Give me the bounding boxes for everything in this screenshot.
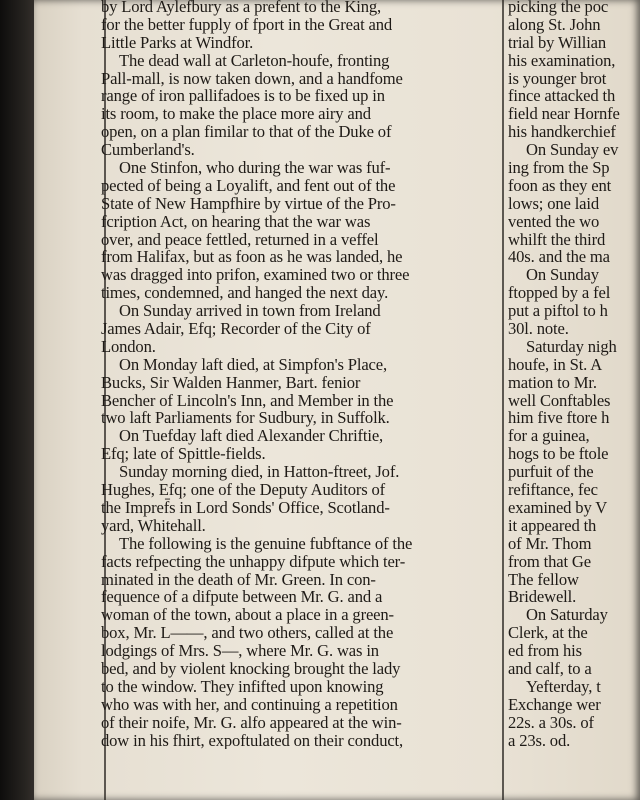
right-column-text-line: Yefterday, t bbox=[526, 676, 601, 696]
main-column-text-line: lodgings of Mrs. S—, where Mr. G. was in bbox=[101, 641, 379, 661]
right-column-text-line: On Sunday ev bbox=[526, 140, 619, 160]
right-column-text-line: him five ftore h bbox=[508, 408, 610, 428]
right-column-text-line: whilft the third bbox=[508, 229, 606, 249]
main-column-text-line: of their noife, Mr. G. alfo appeared at the win- bbox=[101, 712, 402, 732]
right-column-text-line: hogs to be ftole bbox=[508, 444, 609, 464]
right-column-text-line: purfuit of the bbox=[508, 462, 594, 482]
right-column-text-line: field near Hornfe bbox=[508, 104, 620, 124]
right-column-text-line: 30l. note. bbox=[508, 319, 569, 339]
right-column-text-line: ing from the Sp bbox=[508, 158, 610, 178]
main-column-text-line: Bencher of Lincoln's Inn, and Member in the bbox=[101, 390, 394, 410]
right-column-text-line: On Sunday bbox=[526, 265, 599, 285]
main-column-text-line: pected of being a Loyalift, and fent out of the bbox=[101, 175, 396, 195]
right-column-text-line: Saturday nigh bbox=[526, 336, 617, 356]
right-column-text-line: The fellow bbox=[508, 569, 579, 589]
main-column-text-line: The following is the genuine fubftance of the bbox=[119, 533, 413, 553]
right-column-text-line: ftopped by a fel bbox=[508, 283, 611, 303]
main-column-text-line: by Lord Aylefbury as a prefent to the King, bbox=[101, 0, 382, 16]
right-column-text-line: put a piftol to h bbox=[508, 301, 608, 321]
right-column-text-line: examined by V bbox=[508, 497, 608, 517]
main-column-text-line: Cumberland's. bbox=[101, 140, 195, 160]
right-column-text-line: picking the poc bbox=[508, 0, 609, 16]
main-column-text-line: for the better fupply of fport in the Great and bbox=[101, 14, 393, 34]
right-column-text-line: from that Ge bbox=[508, 551, 591, 571]
right-column-text-line: 40s. and the ma bbox=[508, 247, 610, 267]
main-column-text-line: dow in his fhirt, expoftulated on their conduct, bbox=[101, 730, 404, 750]
main-column-text-line: Pall-mall, is now taken down, and a handfome bbox=[101, 68, 403, 88]
right-column-text-line: ed from his bbox=[508, 641, 582, 661]
main-column-text-line: over, and peace fettled, returned in a veffel bbox=[101, 229, 379, 249]
main-column-text-line: open, on a plan fimilar to that of the Duke of bbox=[101, 122, 392, 142]
right-column-text-line: well Conftables bbox=[508, 390, 611, 410]
main-column-text-line: Bucks, Sir Walden Hanmer, Bart. fenior bbox=[101, 372, 361, 392]
right-column-text-line: and calf, to a bbox=[508, 658, 592, 678]
main-column-text-line: its room, to make the place more airy and bbox=[101, 104, 371, 124]
right-column-text-line: mation to Mr. bbox=[508, 372, 597, 392]
right-column-text-line: a 23s. od. bbox=[508, 730, 571, 750]
right-column-text-line: houfe, in St. A bbox=[508, 354, 603, 374]
main-column-text-line: One Stinfon, who during the war was fuf- bbox=[119, 158, 391, 178]
right-text-column bbox=[508, 0, 640, 749]
right-column-text-line: along St. John bbox=[508, 14, 601, 34]
main-column-text-line: James Adair, Efq; Recorder of the City of bbox=[101, 319, 371, 339]
right-column-text-line: for a guinea, bbox=[508, 426, 590, 446]
right-column-text-line: his handkerchief bbox=[508, 122, 616, 142]
main-column-text-line: was dragged into prifon, examined two or three bbox=[101, 265, 410, 285]
main-column-text-line: On Tuefday laft died Alexander Chriftie, bbox=[119, 426, 384, 446]
newspaper-page bbox=[34, 0, 640, 800]
main-column-text-line: State of New Hampfhire by virtue of the Pro- bbox=[101, 193, 396, 213]
main-column-text-line: to the window. They infifted upon knowing bbox=[101, 676, 384, 696]
right-column-text-line: Exchange wer bbox=[508, 694, 601, 714]
main-column-text-line: box, Mr. L——, and two others, called at the bbox=[101, 623, 394, 643]
main-column-text-line: Hughes, Efq; one of the Deputy Auditors of bbox=[101, 480, 386, 500]
right-column-text-line: Clerk, at the bbox=[508, 623, 588, 643]
right-column-text-line: refiftance, fec bbox=[508, 480, 598, 500]
right-column-text-line: On Saturday bbox=[526, 605, 608, 625]
main-column-text-line: fequence of a difpute between Mr. G. and a bbox=[101, 587, 383, 607]
main-column-text-line: fcription Act, on hearing that the war was bbox=[101, 211, 371, 231]
main-column-text-line: London. bbox=[101, 336, 156, 356]
main-column-text-line: On Sunday arrived in town from Ireland bbox=[119, 301, 381, 321]
right-column-text-line: his examination, bbox=[508, 50, 616, 70]
right-column-text-line: trial by Willian bbox=[508, 32, 607, 52]
main-column-text-line: yard, Whitehall. bbox=[101, 515, 206, 535]
main-column-text-line: facts refpecting the unhappy difpute which ter- bbox=[101, 551, 406, 571]
main-column-text-line: bed, and by violent knocking brought the lady bbox=[101, 658, 401, 678]
main-column-text-line: Sunday morning died, in Hatton-ftreet, Jof. bbox=[119, 462, 400, 482]
right-column-text-line: is younger brot bbox=[508, 68, 607, 88]
main-column-text-line: Efq; late of Spittle-fields. bbox=[101, 444, 266, 464]
main-column-text-line: Little Parks at Windfor. bbox=[101, 32, 254, 52]
main-column-text-line: two laft Parliaments for Sudbury, in Suffolk. bbox=[101, 408, 390, 428]
main-column-text-line: On Monday laft died, at Simpfon's Place, bbox=[119, 354, 387, 374]
right-column-text-line: vented the wo bbox=[508, 211, 600, 231]
main-column-text-line: minated in the death of Mr. Green. In con- bbox=[101, 569, 376, 589]
main-column-text-line: The dead wall at Carleton-houfe, fronting bbox=[119, 50, 390, 70]
column-divider-rule bbox=[502, 0, 504, 800]
right-column-text-line: foon as they ent bbox=[508, 175, 612, 195]
right-column-text-line: it appeared th bbox=[508, 515, 597, 535]
main-column-text-line: who was with her, and continuing a repetition bbox=[101, 694, 398, 714]
right-column-text-line: lows; one laid bbox=[508, 193, 599, 213]
right-column-text-line: of Mr. Thom bbox=[508, 533, 592, 553]
main-text-column bbox=[101, 0, 497, 749]
main-column-text-line: the Impref̄s in Lord Sonds' Office, Scotland- bbox=[101, 497, 390, 517]
main-column-text-line: woman of the town, about a place in a green- bbox=[101, 605, 394, 625]
right-column-text-line: 22s. a 30s. of bbox=[508, 712, 594, 732]
main-column-text-line: times, condemned, and hanged the next day. bbox=[101, 283, 389, 303]
main-column-text-line: range of iron pallifadoes is to be fixed up in bbox=[101, 86, 385, 106]
main-column-text-line: from Halifax, but as foon as he was landed, he bbox=[101, 247, 403, 267]
right-column-text-line: Bridewell. bbox=[508, 587, 577, 607]
right-column-text-line: fince attacked th bbox=[508, 86, 616, 106]
